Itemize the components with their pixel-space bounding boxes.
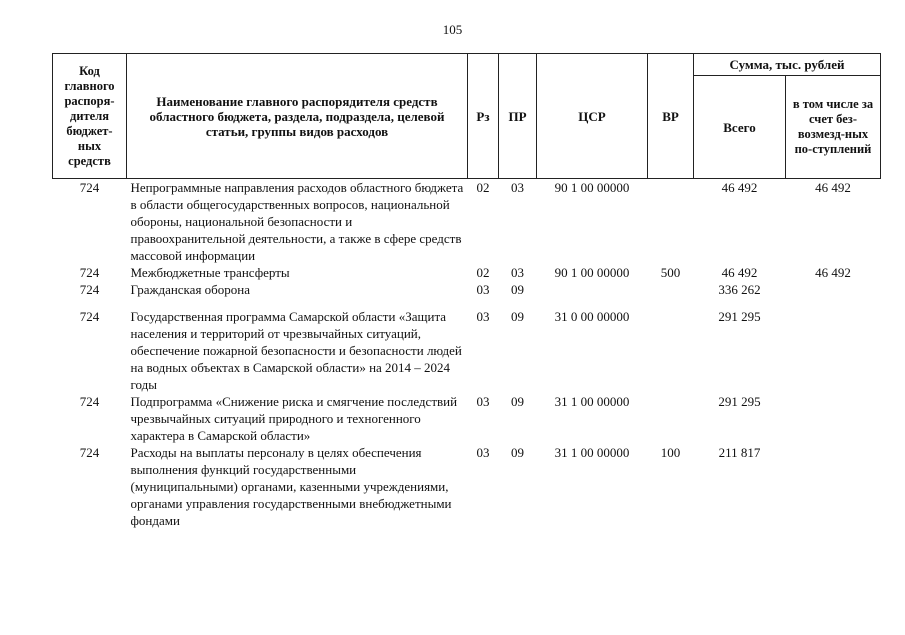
header-pr: ПР	[499, 54, 537, 179]
budget-table	[52, 53, 881, 529]
cell-rz: 03	[476, 282, 490, 297]
cell-total: 291 295	[718, 309, 761, 324]
cell-total: 291 295	[718, 394, 761, 409]
cell-code: 724	[79, 309, 100, 324]
cell-name: Государственная программа Самарской области «Защита населения и территорий от чрезвычайных ситуаций, обеспечение пожарной безопасности и безопасности людей на водных объектах в Самарской области» на 2014 – 2024 годы	[130, 309, 462, 392]
cell-rz: 03	[476, 309, 490, 324]
cell-pr: 09	[511, 309, 524, 324]
cell-vr	[648, 393, 694, 444]
cell-pr: 09	[511, 394, 524, 409]
cell-rz: 02	[476, 180, 490, 195]
table-row	[53, 281, 881, 298]
header-vr: ВР	[648, 54, 694, 179]
cell-pr: 03	[511, 180, 524, 195]
cell-pr: 09	[511, 282, 524, 297]
cell-code: 724	[79, 445, 100, 460]
cell-name: Межбюджетные трансферты	[130, 265, 290, 280]
cell-code: 724	[79, 394, 100, 409]
cell-total: 336 262	[718, 282, 761, 297]
header-rz: Рз	[468, 54, 499, 179]
table-row	[53, 444, 881, 529]
cell-total: 211 817	[718, 445, 761, 460]
cell-csr: 31 1 00 00000	[554, 445, 630, 460]
cell-csr	[537, 281, 648, 298]
budget-table-container	[52, 53, 880, 529]
header-total: Всего	[694, 76, 786, 179]
cell-total: 46 492	[721, 265, 758, 280]
cell-free	[786, 444, 881, 529]
cell-name: Подпрограмма «Снижение риска и смягчение последствий чрезвычайных ситуаций природного и техногенного характера в Самарской области»	[130, 394, 458, 443]
cell-name: Непрограммные направления расходов областного бюджета в области общегосударственных вопросов, национальной обороны, национальной безопасности и правоохранительной деятельности, а также в сфере средств массовой информации	[130, 180, 464, 263]
header-code: Код главного распоря-дителя бюджет-ных средств	[53, 54, 127, 179]
cell-rz: 03	[476, 394, 490, 409]
cell-csr: 90 1 00 00000	[554, 180, 630, 195]
cell-csr: 31 0 00 00000	[554, 309, 630, 324]
table-body	[53, 179, 881, 530]
cell-free	[786, 281, 881, 298]
cell-name: Расходы на выплаты персоналу в целях обеспечения выполнения функций государственными (муниципальными) органами, казенными учреждениями, органами управления государственными внебюджетными фондами	[130, 445, 452, 528]
cell-vr: 100	[660, 445, 681, 460]
table-row	[53, 298, 881, 393]
cell-rz: 03	[476, 445, 490, 460]
page-number: 105	[442, 22, 463, 37]
header-csr: ЦСР	[537, 54, 648, 179]
table-header	[53, 54, 881, 179]
cell-total: 46 492	[721, 180, 758, 195]
cell-free: 46 492	[815, 180, 851, 195]
cell-pr: 09	[511, 445, 524, 460]
cell-csr: 90 1 00 00000	[554, 265, 630, 280]
cell-vr	[648, 179, 694, 265]
cell-name: Гражданская оборона	[130, 282, 251, 297]
cell-rz: 02	[476, 265, 490, 280]
cell-vr	[648, 298, 694, 393]
cell-code: 724	[79, 282, 100, 297]
header-sum: Сумма, тыс. рублей	[694, 54, 881, 76]
cell-vr	[648, 281, 694, 298]
cell-free: 46 492	[815, 265, 851, 280]
cell-free	[786, 393, 881, 444]
table-row	[53, 179, 881, 265]
header-name: Наименование главного распорядителя средств областного бюджета, раздела, подраздела, целевой статьи, группы видов расходов	[127, 54, 468, 179]
table-row	[53, 264, 881, 281]
cell-csr: 31 1 00 00000	[554, 394, 630, 409]
cell-vr: 500	[660, 265, 681, 280]
cell-pr: 03	[511, 265, 524, 280]
cell-free	[786, 298, 881, 393]
table-row	[53, 393, 881, 444]
header-free: в том числе за счет без-возмезд-ных по-ступлений	[786, 76, 881, 179]
cell-code: 724	[79, 180, 100, 195]
cell-code: 724	[79, 265, 100, 280]
